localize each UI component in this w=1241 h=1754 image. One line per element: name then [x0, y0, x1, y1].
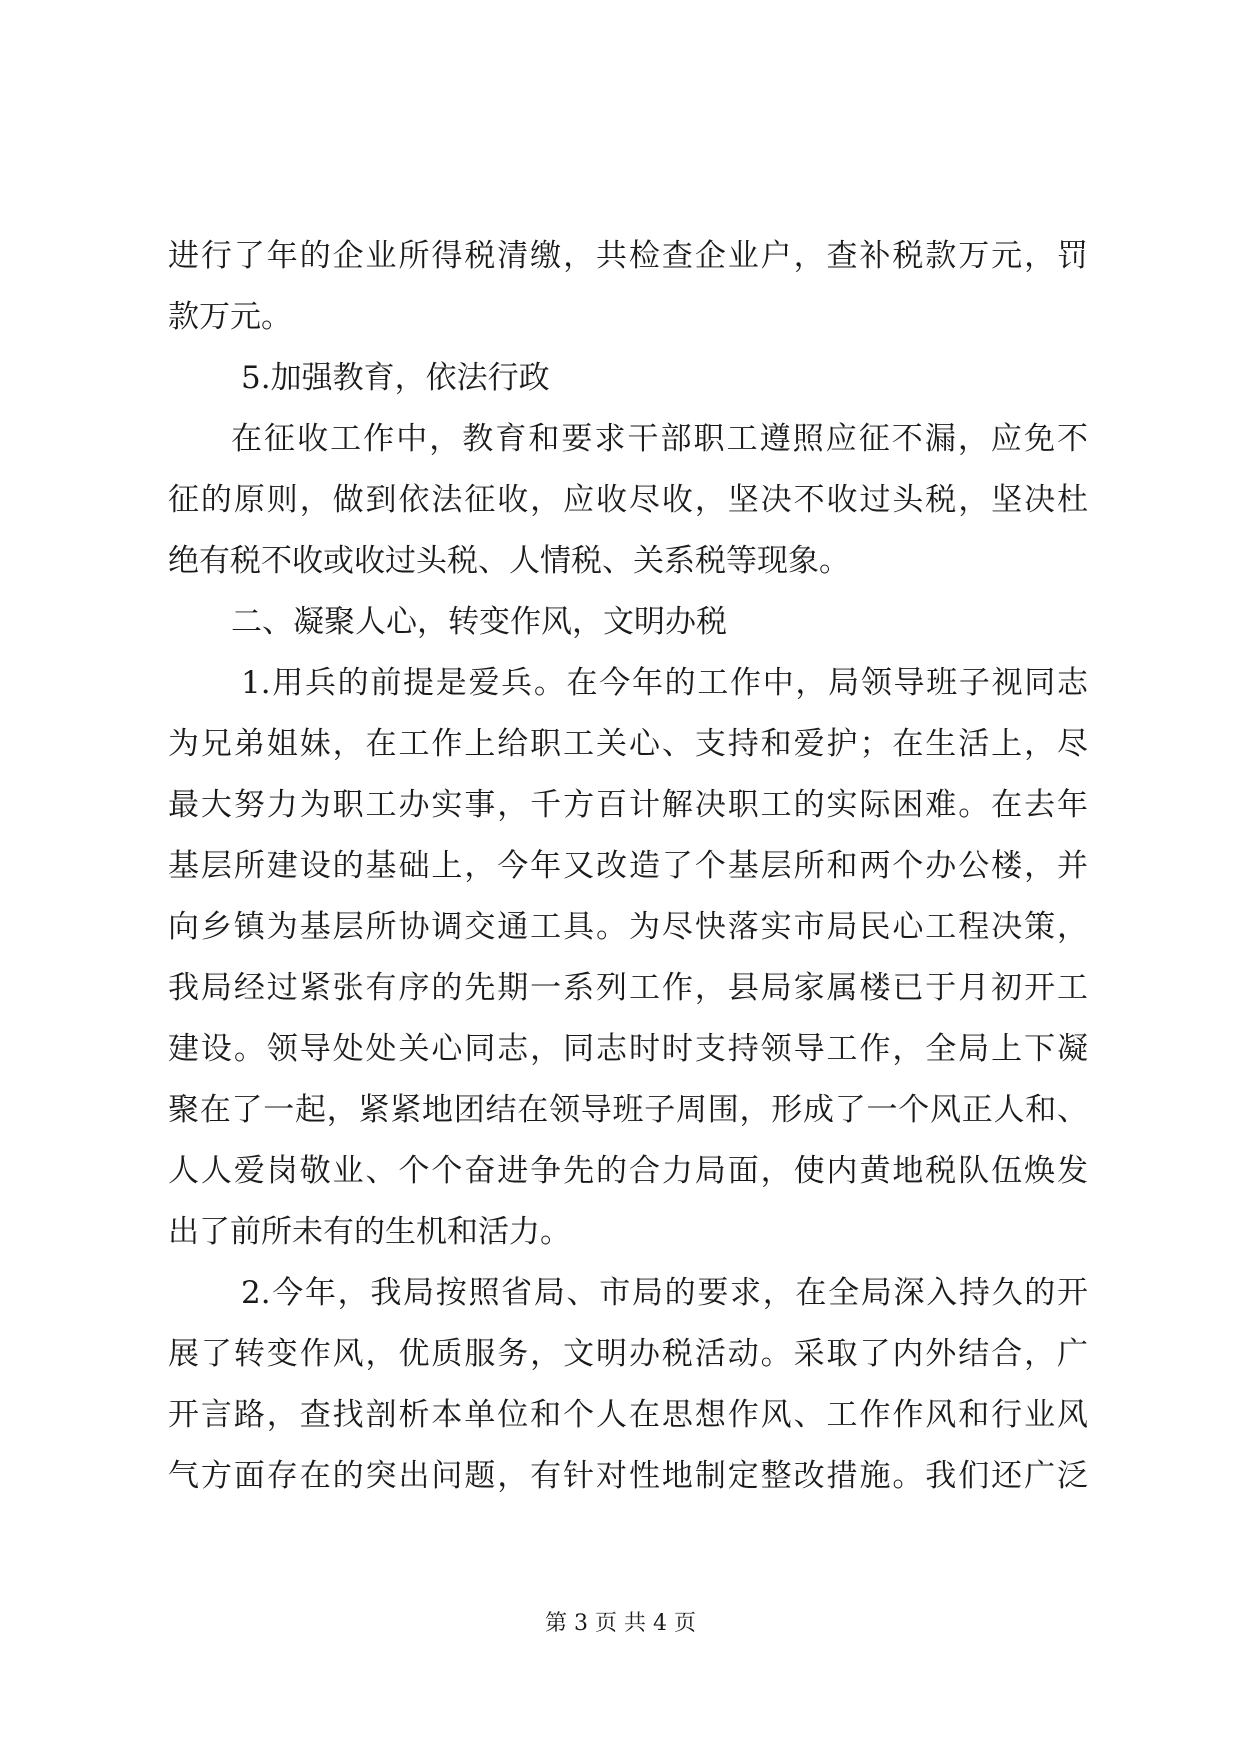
text-line: 征的原则，做到依法征收，应收尽收，坚决不收过头税，坚决杜	[168, 482, 1088, 518]
text-line: 在征收工作中，教育和要求干部职工遵照应征不漏，应免不	[231, 421, 1088, 457]
text-line: 最大努力为职工办实事，千方百计解决职工的实际困难。在去年	[168, 787, 1088, 823]
text-line: 我局经过紧张有序的先期一系列工作，县局家属楼已于月初开工	[168, 970, 1088, 1006]
text-line: 款万元。	[168, 299, 292, 335]
text-line: 绝有税不收或收过头税、人情税、关系税等现象。	[168, 543, 850, 579]
page-number-footer: 第 3 页 共 4 页	[545, 1611, 696, 1636]
text-line: 人人爱岗敬业、个个奋进争先的合力局面，使内黄地税队伍焕发	[168, 1153, 1088, 1189]
text-line: 出了前所未有的生机和活力。	[168, 1214, 571, 1250]
text-line: 建设。领导处处关心同志，同志时时支持领导工作，全局上下凝	[168, 1031, 1088, 1067]
text-line: 向乡镇为基层所协调交通工具。为尽快落实市局民心工程决策，	[168, 909, 1088, 945]
text-line: 进行了年的企业所得税清缴，共检查企业户，查补税款万元，罚	[168, 238, 1088, 274]
section-heading: 二、凝聚人心，转变作风，文明办税	[231, 604, 727, 640]
text-line: 展了转变作风，优质服务，文明办税活动。采取了内外结合，广	[168, 1336, 1088, 1372]
text-line: 聚在了一起，紧紧地团结在领导班子周围，形成了一个风正人和、	[168, 1092, 1088, 1128]
text-line: 2.今年，我局按照省局、市局的要求，在全局深入持久的开	[241, 1275, 1088, 1311]
section-heading: 5.加强教育，依法行政	[241, 360, 550, 396]
text-line: 气方面存在的突出问题，有针对性地制定整改措施。我们还广泛	[168, 1458, 1088, 1494]
text-line: 1.用兵的前提是爱兵。在今年的工作中，局领导班子视同志	[241, 665, 1088, 701]
text-line: 开言路，查找剖析本单位和个人在思想作风、工作作风和行业风	[168, 1397, 1088, 1433]
text-line: 为兄弟姐妹，在工作上给职工关心、支持和爱护；在生活上，尽	[168, 726, 1088, 762]
text-line: 基层所建设的基础上，今年又改造了个基层所和两个办公楼，并	[168, 848, 1088, 884]
